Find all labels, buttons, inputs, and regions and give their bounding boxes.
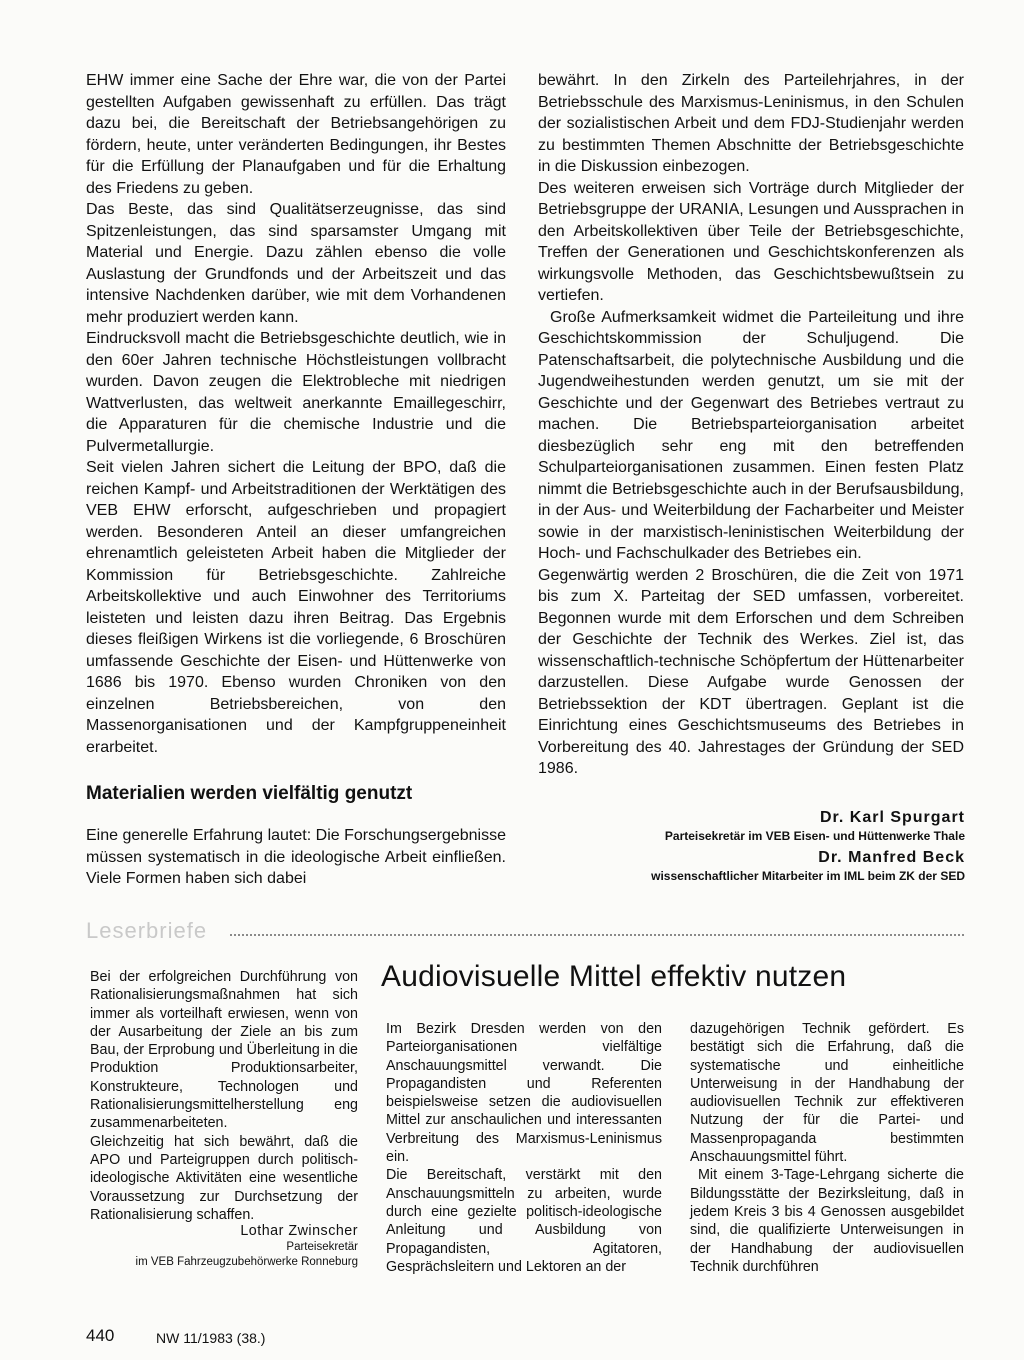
article-subheading: Materialien werden vielfältig genutzt (86, 783, 413, 804)
author-role: wissenschaftlicher Mitarbeiter im IML beim ZK der SED (651, 869, 965, 883)
paragraph: Eine generelle Erfahrung lautet: Die Forschungsergebnisse müssen systematisch in die ideologische Arbeit einfließen. Viele Formen haben sich dabei (86, 827, 506, 887)
article2-column-2 (690, 1020, 964, 1276)
paragraph: bewährt. In den Zirkeln des Parteilehrjahres, in der Betriebsschule des Marxismus-Leninismus, in den Schulen der sozialistischen Arbeit und dem FDJ-Studienjahr werden zu bestimmten Themen Abschnitte der Betriebsgeschichte in die Diskussion einbezogen. (538, 72, 964, 175)
paragraph: Das Beste, das sind Qualitätserzeugnisse, das sind Spitzenleistungen, das sind sparsamster Umgang mit Material und Energie. Dazu zählen ebenso die volle Auslastung der Grundfonds und der Arbeitszeit und das intensive Nachdenken darüber, wie mit dem Vorhandenen mehr produziert werden kann. (86, 201, 506, 326)
article-left-column (86, 70, 506, 758)
paragraph: Die Bereitschaft, verstärkt mit den Anschauungsmitteln zu arbeiten, wurde durch eine gezielte politisch-ideologische Anleitung und Ausbildung von Propagandisten, Agitatoren, Gesprächsleitern und Lektoren an der (386, 1167, 662, 1275)
reader-letter (90, 968, 358, 1224)
article-headline: Audiovisuelle Mittel effektiv nutzen (381, 960, 847, 993)
letter-author-role: Parteisekretär (286, 1241, 358, 1253)
article-left-column-continued (86, 825, 506, 890)
author-name: Dr. Karl Spurgart (819, 809, 965, 826)
section-label-leserbriefe: Leserbriefe (86, 918, 208, 943)
paragraph: Des weiteren erweisen sich Vorträge durch Mitglieder der Betriebsgruppe der URANIA, Lesungen und Aussprachen in den Arbeitskollektiven über Teile der Betriebsgeschichte, Treffen der Generationen und Geschichtskonferenzen als wirkungsvolle Methoden, das Geschichtsbewußtsein zu vertiefen. (538, 179, 964, 304)
article-right-column (538, 70, 964, 780)
paragraph: Gegenwärtig werden 2 Broschüren, die die Zeit von 1971 bis zum X. Parteitag der SED umfassen, vorbereitet. Begonnen wurde mit dem Erforschen und dem Schreiben der Geschichte der Technik des Werkes. Ziel ist, das wissenschaftlich-technische Schöpfertum der Hüttenarbeiter darzustellen. Diese Aufgabe wurde Genossen der Betriebssektion der KDT übertragen. Geplant ist die Einrichtung eines Geschichtsmuseums des Betriebes in Vorbereitung des 40. Jahrestages der Gründung der SED 1986. (538, 566, 964, 777)
author-name: Dr. Manfred Beck (818, 849, 965, 866)
author-signature-1 (665, 808, 965, 845)
letter-author (90, 1222, 358, 1270)
paragraph: Gleichzeitig hat sich bewährt, daß die APO und Parteigruppen durch politisch-ideologische Aktivitäten eine wesentliche Voraussetzung zur Durchsetzung der Rationalisierung schaffen. (90, 1133, 358, 1223)
letter-author-role: im VEB Fahrzeugzubehörwerke Ronneburg (135, 1256, 358, 1268)
page-number: 440 (86, 1326, 115, 1345)
paragraph: EHW immer eine Sache der Ehre war, die von der Partei gestellten Aufgaben gewissenhaft zu erfüllen. Das trägt dazu bei, die Bereitschaft der Betriebsangehörigen zu fördern, heute, unter veränderten Bedingungen, ihr Bestes für die Erfüllung der Planaufgaben und für die Erhaltung des Friedens zu geben. (86, 72, 506, 197)
paragraph: Mit einem 3-Tage-Lehrgang sicherte die Bildungsstätte der Bezirksleitung, daß in jedem Kreis 3 bis 4 Genossen ausgebildet sind, die qualifizierte Unterweisungen in der Handhabung der audiovisuellen Technik durchführen (690, 1167, 964, 1275)
letter-author-name: Lothar Zwinscher (240, 1223, 358, 1239)
paragraph: Seit vielen Jahren sichert die Leitung der BPO, daß die reichen Kampf- und Arbeitstraditionen der Werktätigen des VEB EHW erforscht, aufgeschrieben und propagiert werden. Besonderen Anteil an dieser umfangreichen ehrenamtlich geleisteten Arbeit haben die Mitglieder der Kommission für Betriebsgeschichte. Zahlreiche Arbeitskollektive und auch Einwohner des Territoriums leisteten und leisten dazu ihren Beitrag. Das Ergebnis dieses fleißigen Wirkens ist die vorliegende, 6 Broschüren umfassende Geschichte der Eisen- und Hüttenwerke von 1686 bis 1970. Ebenso wurden Chroniken von den einzelnen Betriebsbereichen, von den Massenorganisationen und der Kampfgruppeneinheit erarbeitet. (86, 459, 506, 756)
author-signature-2 (651, 848, 965, 885)
article2-column-1 (386, 1020, 662, 1276)
paragraph: Im Bezirk Dresden werden von den Parteiorganisationen vielfältige Anschauungsmittel verwandt. Die Propagandisten und Referenten beispielsweise setzen die audiovisuellen Mittel zur anschaulichen und interessanten Verbreitung des Marxismus-Leninismus ein. (386, 1021, 662, 1166)
paragraph: dazugehörigen Technik gefördert. Es bestätigt sich die Erfahrung, daß die systematische und einheitliche Unterweisung in der Handhabung der audiovisuellen Technik zur effektiveren Nutzung der für die Partei- und Massenpropaganda bestimmten Anschauungsmittel führt. (690, 1021, 964, 1166)
issue-reference: NW 11/1983 (38.) (156, 1330, 266, 1346)
paragraph: Große Aufmerksamkeit widmet die Parteileitung und ihre Geschichtskommission der Schuljugend. Die Patenschaftsarbeit, die polytechnische Ausbildung und die Jugendweihestunden werden genutzt, um sie mit der Geschichte und der Gegenwart des Betriebes vertraut zu machen. Die Betriebsparteiorganisation arbeitet diesbezüglich sehr eng mit den betreffenden Schulparteiorganisationen zusammen. Einen festen Platz nimmt die Betriebsgeschichte auch in der Berufsausbildung, in der Aus- und Weiterbildung der Facharbeiter und Meister sowie in der marxistisch-leninistischen Weiterbildung der Hoch- und Fachschulkader des Betriebes ein. (538, 308, 964, 562)
paragraph: Bei der erfolgreichen Durchführung von Rationalisierungsmaßnahmen hat sich immer als vorteilhaft erwiesen, wenn von der Ausarbeitung der Ziele an bis zum Bau, der Erprobung und Überleitung in die Produktion Produktionsarbeiter, Konstrukteure, Technologen und Rationalisierungsmittelherstellung eng zusammenarbeiteten. (90, 969, 358, 1132)
author-role: Parteisekretär im VEB Eisen- und Hüttenwerke Thale (664, 829, 965, 843)
section-divider (230, 934, 964, 936)
paragraph: Eindrucksvoll macht die Betriebsgeschichte deutlich, wie in den 60er Jahren technische Höchstleistungen vollbracht wurden. Davon zeugen die Elektrobleche mit niedrigen Wattverlusten, das weltweit anerkannte Emaillegeschirr, die Apparaturen für die chemische Industrie und die Pulvermetallurgie. (86, 330, 506, 455)
